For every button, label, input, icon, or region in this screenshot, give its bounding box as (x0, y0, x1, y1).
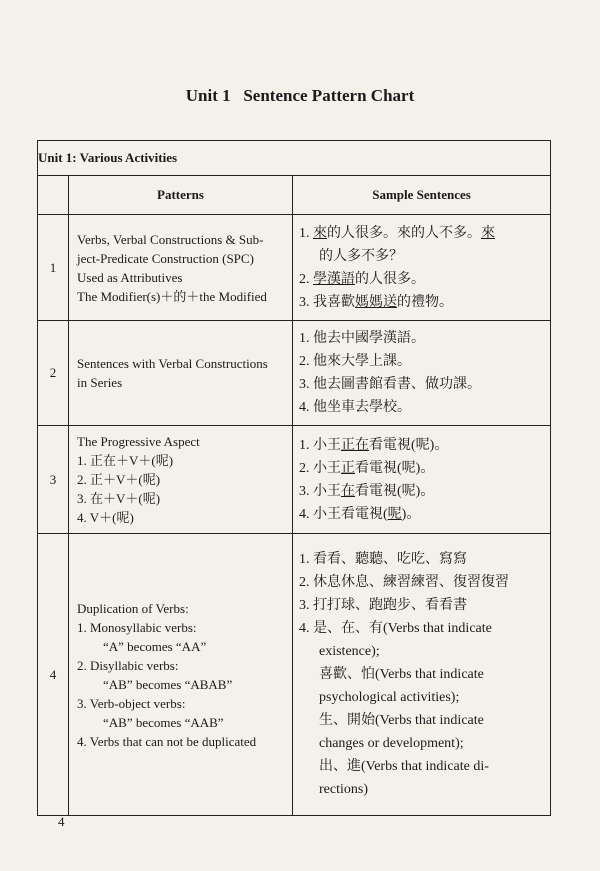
pattern-line: The Modifier(s)＋的＋the Modified (77, 288, 267, 304)
sample-sentence: 4. 是、在、有(Verbs that indicate (299, 621, 492, 636)
sample-sentence: 生、開始(Verbs that indicate (319, 713, 484, 728)
pattern-subitem: “A” becomes “AA” (103, 638, 207, 654)
sample-sentence: 2. 小王正看電視(呢)。 (299, 460, 435, 476)
sample-sentence: rections) (319, 782, 368, 797)
pattern-line: Sentences with Verbal Constructions (77, 356, 268, 371)
pattern-subitem: “AB” becomes “AAB” (103, 714, 224, 730)
row-number: 3 (38, 426, 69, 534)
number-column-header (38, 176, 69, 215)
sample-sentence: changes or development); (319, 736, 464, 751)
sample-sentence: psychological activities); (319, 690, 460, 705)
pattern-item: 3. 在＋V＋(呢) (77, 491, 161, 506)
sample-sentence: 3. 打打球、跑跑步、看看書 (299, 598, 467, 613)
pattern-item: 4. Verbs that can not be duplicated (77, 733, 257, 749)
table-row (38, 534, 551, 816)
pattern-line: ject-Predicate Construction (SPC) (77, 250, 254, 266)
row-number: 4 (38, 534, 69, 816)
sample-sentence: 1. 小王正在看電視(呢)。 (299, 437, 449, 453)
sample-sentence: 2. 學漢語的人很多。 (299, 271, 425, 287)
pattern-title: The Progressive Aspect (77, 434, 200, 449)
sentence-pattern-table (37, 140, 551, 816)
sample-sentence: 2. 他來大學上課。 (299, 354, 411, 369)
section-heading: Unit 1: Various Activities (38, 141, 551, 176)
row-number: 1 (38, 215, 69, 321)
sample-sentence: 1. 來的人很多。來的人不多。來 (299, 225, 495, 241)
sample-sentence: 出、進(Verbs that indicate di- (319, 759, 489, 774)
pattern-item: 1. Monosyllabic verbs: (77, 619, 197, 635)
sample-sentence: 的人多不多？ (319, 248, 403, 264)
sample-cell (293, 534, 551, 816)
samples-column-header: Sample Sentences (293, 176, 551, 215)
pattern-cell (69, 215, 293, 321)
pattern-line: in Series (77, 375, 123, 390)
table-row (38, 426, 551, 534)
sample-sentence: 1. 看看、聽聽、吃吃、寫寫 (299, 552, 467, 567)
sample-sentence: 3. 我喜歡媽媽送的禮物。 (299, 294, 453, 310)
pattern-item: 3. Verb-object verbs: (77, 695, 186, 711)
pattern-item: 4. V＋(呢) (77, 510, 134, 525)
pattern-cell (69, 426, 293, 534)
sample-cell (293, 426, 551, 534)
sample-cell (293, 321, 551, 426)
row-number: 2 (38, 321, 69, 426)
pattern-item: 2. 正＋V＋(呢) (77, 472, 161, 487)
pattern-title: Duplication of Verbs: (77, 600, 189, 616)
sample-sentence: 3. 小王在看電視(呢)。 (299, 483, 435, 499)
sample-sentence: 2. 休息休息、練習練習、復習復習 (299, 575, 509, 590)
pattern-cell (69, 534, 293, 816)
sample-cell (293, 215, 551, 321)
sample-sentence: 4. 他坐車去學校。 (299, 400, 411, 415)
sample-sentence: 3. 他去圖書館看書、做功課。 (299, 377, 481, 392)
pattern-item: 2. Disyllabic verbs: (77, 657, 179, 673)
sample-sentence: 喜歡、怕(Verbs that indicate (319, 667, 484, 682)
sample-sentence: 4. 小王看電視(呢)。 (299, 506, 421, 522)
sample-sentence: existence); (319, 644, 380, 659)
pattern-item: 1. 正在＋V＋(呢) (77, 453, 174, 468)
patterns-column-header: Patterns (69, 176, 293, 215)
pattern-subitem: “AB” becomes “ABAB” (103, 676, 233, 692)
table-row (38, 215, 551, 321)
table-row (38, 321, 551, 426)
sample-sentence: 1. 他去中國學漢語。 (299, 331, 425, 346)
pattern-cell (69, 321, 293, 426)
page-number: 4 (58, 814, 65, 829)
pattern-line: Used as Attributives (77, 269, 183, 285)
page-title: Unit 1 Sentence Pattern Chart (185, 86, 415, 105)
pattern-line: Verbs, Verbal Constructions & Sub- (77, 231, 264, 247)
